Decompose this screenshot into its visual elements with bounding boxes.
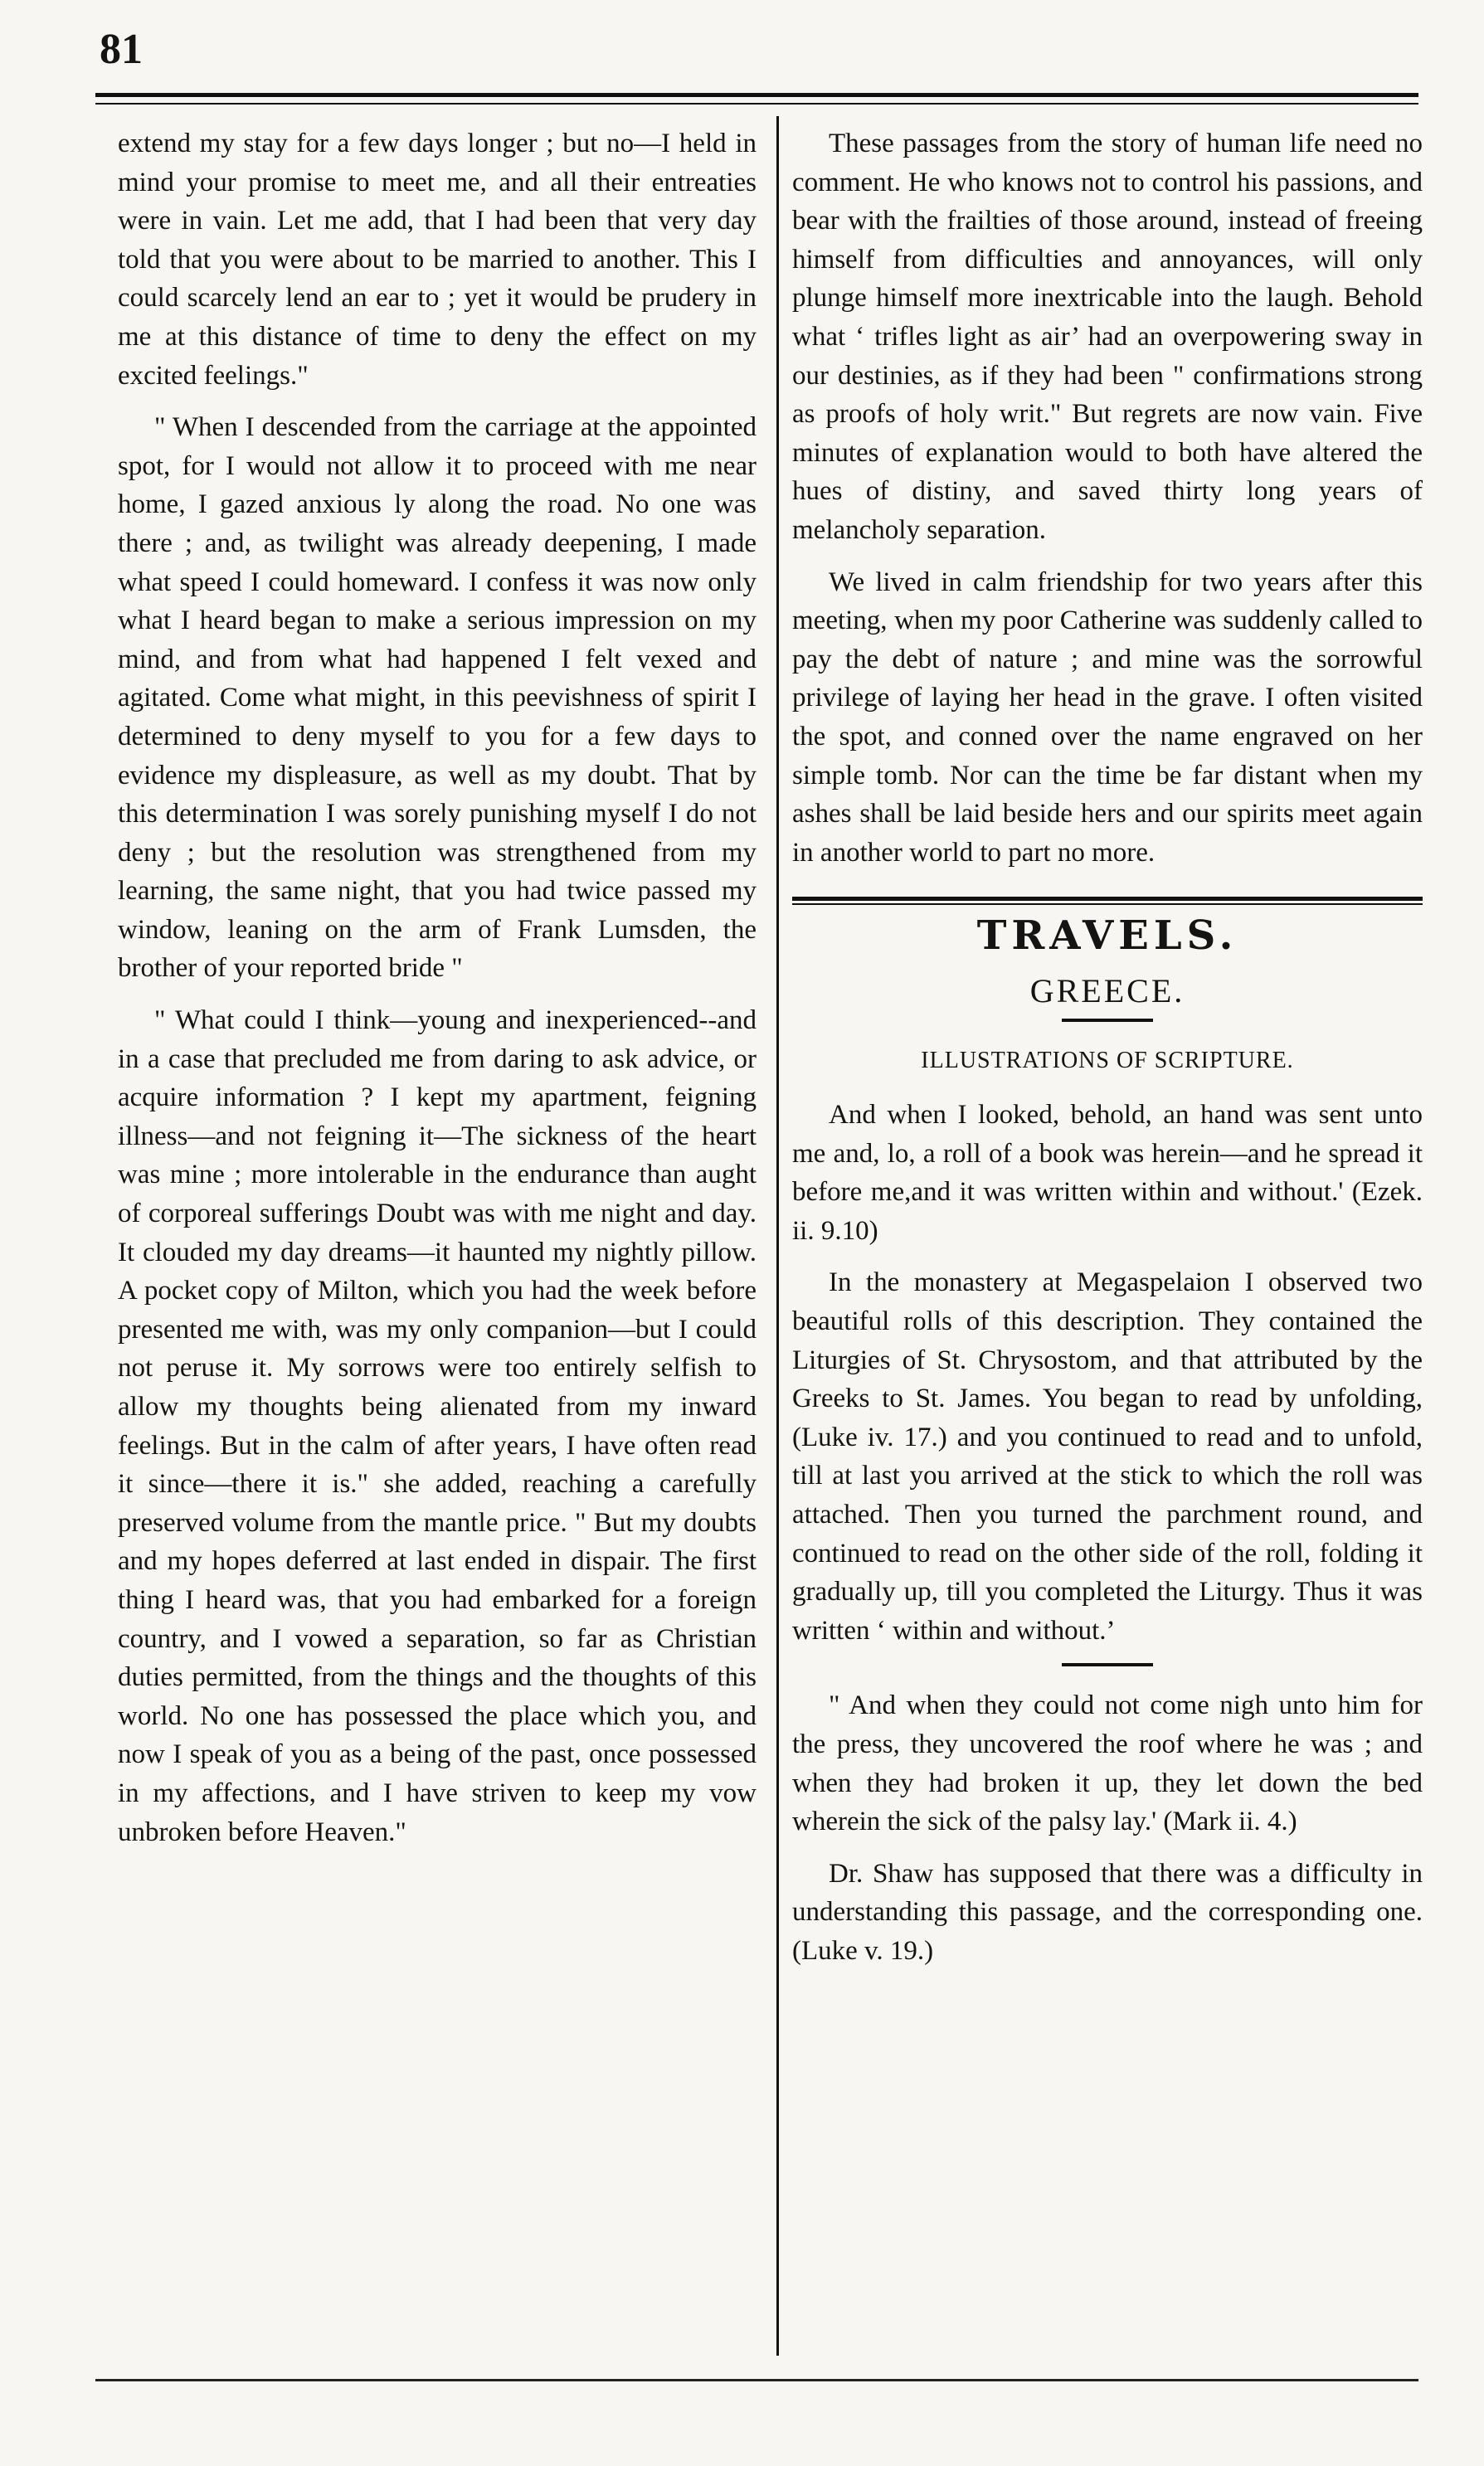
- story-paragraph: " When I descended from the carriage at the appointed spot, for I would not allow it to proceed with me near home, I gazed anxious ly along the road. No one was there ; and, as twilight was already deepening, I made what speed I could homeward. I confess it was now only what I heard began to make a serious impression on my mind, and from what had happened I felt vexed and agitated. Come what might, in this peevishness of spirit I determined to deny myself to you for a few days to evidence my displeasure, as well as my doubt. That by this determination I was sorely punishing myself I do not deny ; but the resolution was strengthened from my learning, the same night, that you had twice passed my window, leaning on the arm of Frank Lumsden, the brother of your reported bride ": [118, 412, 757, 984]
- column-divider: [776, 116, 779, 2356]
- short-rule: [1062, 1663, 1153, 1666]
- story-paragraph: extend my stay for a few days longer ; but no—I held in mind your promise to meet me, and all their entreaties were in vain. Let me add, that I had been that very day told that you were about to be married to another. This I could scarcely lend an ear to ; yet it would be prudery in me at this distance of time to deny the effect on my excited feelings.": [118, 129, 757, 391]
- scripture-quote: And when I looked, behold, an hand was sent unto me and, lo, a roll of a book was herein—and he spread it before me,and it was written within and without.' (Ezek. ii. 9.10): [792, 1100, 1423, 1246]
- story-paragraph: These passages from the story of human life need no comment. He who knows not to control his passions, and bear with the frailties of those around, instead of freeing himself from difficulties and annoyances, will only plunge himself more inextricable into the laugh. Behold what ‘ trifles light as air’ had an overpowering sway in our destinies, as if they had been " confirmations strong as proofs of holy writ." But regrets are now vain. Five minutes of explanation would to both have altered the hues of distiny, and saved thirty long years of melancholy separation.: [792, 129, 1423, 545]
- short-rule: [1062, 1019, 1153, 1022]
- page-number: 81: [100, 26, 143, 73]
- section-heading: TRAVELS.: [976, 912, 1238, 960]
- left-column: [118, 124, 757, 1865]
- scripture-quote: " And when they could not come nigh unto him for the press, they uncovered the roof where he was ; and when they had broken it up, they let down the bed wherein the sick of the palsy lay.' (Mark ii. 4.): [792, 1690, 1423, 1837]
- header-rule-thin: [95, 103, 1418, 105]
- story-paragraph: " What could I think—young and inexperienced--and in a case that precluded me from daring to ask advice, or acquire information ? I kept my apartment, feigning illness—and not feigning it—The sickness of the heart was mine ; more intolerable in the endurance than aught of corporeal sufferings Doubt was with me night and day. It clouded my day dreams—it haunted my nightly pillow. A pocket copy of Milton, which you had the week before presented me with, was my only companion—but I could not peruse it. My sorrows were too entirely selfish to allow my thoughts being alienated from my inward feelings. But in the calm of after years, I have often read it since—there it is." she added, reaching a carefully preserved volume from the mantle price. " But my doubts and my hopes deferred at last ended in dispair. The first thing I heard was, that you had embarked for a foreign country, and I vowed a separation, so far as Christian duties permitted, from the things and the thoughts of this world. No one has possessed the place which you, and now I speak of you as a being of the past, once possessed in my affections, and I have striven to keep my vow unbroken before Heaven.": [118, 1005, 757, 1847]
- travel-paragraph: Dr. Shaw has supposed that there was a difficulty in understanding this passage, and the corresponding one. (Luke v. 19.): [792, 1858, 1423, 1966]
- travel-paragraph: In the monastery at Megaspelaion I observed two beautiful rolls of this description. They contained the Liturgies of St. Chrysostom, and that attributed by the Greeks to St. James. You began to read by unfolding, (Luke iv. 17.) and you continued to read and to unfold, till at last you arrived at the stick to which the roll was attached. Then you turned the parchment round, and continued to read on the other side of the roll, folding it gradually up, till you completed the Liturgy. Thus it was written ‘ within and without.’: [792, 1267, 1423, 1646]
- article-subtitle: ILLUSTRATIONS OF SCRIPTURE.: [921, 1048, 1294, 1074]
- subsection-heading: GREECE.: [1029, 971, 1185, 1009]
- story-paragraph: We lived in calm friendship for two years after this meeting, when my poor Catherine was suddenly called to pay the debt of nature ; and mine was the sorrowful privilege of laying her head in the grave. I often visited the spot, and conned over the name engraved on her simple tomb. Nor can the time be far distant when my ashes shall be laid beside hers and our spirits meet again in another world to part no more.: [792, 567, 1423, 868]
- header-rule-thick: [95, 93, 1418, 97]
- right-column: [792, 124, 1423, 1984]
- footer-rule: [95, 2379, 1418, 2381]
- section-rule: [792, 897, 1423, 905]
